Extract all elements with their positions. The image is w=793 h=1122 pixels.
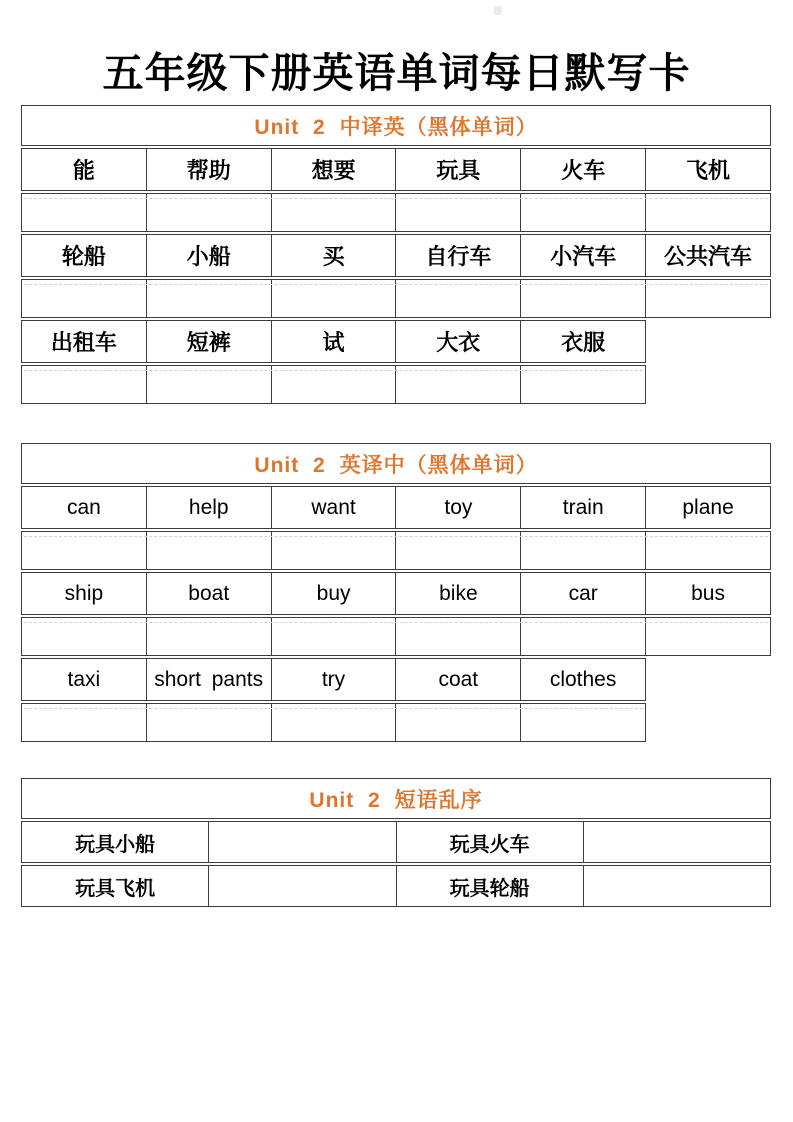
answer-cell — [396, 280, 521, 317]
word-row — [21, 486, 771, 529]
answer-cell — [22, 618, 147, 655]
answer-cell — [22, 704, 147, 741]
word-row — [21, 148, 771, 191]
answer-cell — [521, 618, 646, 655]
answer-cell — [272, 618, 397, 655]
word-cell: 出租车 — [22, 321, 147, 362]
table-phrases-header: Unit 2 短语乱序 — [21, 778, 771, 819]
word-cell: 衣服 — [561, 330, 606, 355]
word-cell: want — [272, 487, 397, 528]
answer-cell — [147, 704, 272, 741]
answer-row — [21, 617, 771, 656]
answer-cell — [22, 532, 147, 569]
answer-cell — [272, 532, 397, 569]
word-cell: ship — [22, 573, 147, 614]
answer-row — [21, 193, 771, 232]
answer-cell — [396, 532, 521, 569]
phrase-cell: 玩具火车 — [397, 822, 584, 862]
word-cell: taxi — [22, 659, 147, 700]
word-cell: 公共汽车 — [664, 244, 753, 269]
answer-cell — [22, 280, 147, 317]
table-en-to-cn — [21, 443, 771, 742]
smudge-mark — [494, 6, 502, 15]
answer-cell — [396, 194, 521, 231]
word-cell: 能 — [22, 149, 147, 190]
answer-cell — [646, 618, 770, 655]
word-row — [21, 234, 771, 277]
answer-cell — [521, 194, 646, 231]
page-title: 五年级下册英语单词每日默写卡 — [102, 50, 691, 96]
word-cell: coat — [396, 659, 521, 700]
answer-cell — [272, 280, 397, 317]
answer-cell — [22, 366, 147, 403]
word-row — [21, 320, 646, 363]
answer-row — [21, 365, 646, 404]
word-cell: 想要 — [272, 149, 397, 190]
word-cell: short pants — [147, 659, 272, 700]
answer-cell — [209, 866, 396, 906]
word-cell: 帮助 — [147, 149, 272, 190]
answer-cell — [147, 366, 272, 403]
table-en-to-cn-header: Unit 2 英译中（黑体单词） — [21, 443, 771, 484]
word-cell: 大衣 — [396, 321, 521, 362]
answer-cell — [396, 704, 521, 741]
word-cell: can — [22, 487, 147, 528]
word-cell: 小汽车 — [521, 235, 646, 276]
answer-cell — [272, 704, 397, 741]
answer-cell — [147, 194, 272, 231]
phrase-row — [21, 821, 771, 863]
answer-cell — [521, 280, 646, 317]
phrase-cell: 玩具飞机 — [22, 866, 209, 906]
word-cell: 火车 — [521, 149, 646, 190]
phrase-cell: 玩具轮船 — [397, 866, 584, 906]
answer-cell — [396, 618, 521, 655]
word-cell: 小船 — [147, 235, 272, 276]
answer-cell — [646, 280, 770, 317]
answer-cell — [396, 366, 521, 403]
word-cell: 玩具 — [396, 149, 521, 190]
answer-cell — [521, 366, 645, 403]
word-cell: toy — [396, 487, 521, 528]
answer-cell — [646, 532, 770, 569]
table-phrases — [21, 778, 771, 907]
answer-row — [21, 531, 771, 570]
word-cell: buy — [272, 573, 397, 614]
word-cell: 飞机 — [686, 158, 731, 183]
word-row — [21, 658, 646, 701]
answer-row — [21, 703, 646, 742]
answer-cell — [209, 822, 396, 862]
table-cn-to-en — [21, 105, 771, 404]
word-cell: 轮船 — [22, 235, 147, 276]
answer-cell — [272, 366, 397, 403]
word-cell: bus — [691, 581, 725, 605]
answer-cell — [272, 194, 397, 231]
word-cell: clothes — [549, 667, 617, 691]
answer-row — [21, 279, 771, 318]
answer-cell — [521, 704, 645, 741]
word-cell: bike — [396, 573, 521, 614]
answer-cell — [147, 532, 272, 569]
word-cell: plane — [682, 495, 734, 519]
answer-cell — [584, 866, 770, 906]
word-cell: 试 — [272, 321, 397, 362]
word-cell: 买 — [272, 235, 397, 276]
word-cell: 自行车 — [396, 235, 521, 276]
word-cell: train — [521, 487, 646, 528]
word-cell: try — [272, 659, 397, 700]
word-cell: 短裤 — [147, 321, 272, 362]
table-cn-to-en-header: Unit 2 中译英（黑体单词） — [21, 105, 771, 146]
word-cell: car — [521, 573, 646, 614]
answer-cell — [147, 280, 272, 317]
phrase-row — [21, 865, 771, 907]
word-row — [21, 572, 771, 615]
word-cell: help — [147, 487, 272, 528]
answer-cell — [22, 194, 147, 231]
answer-cell — [646, 194, 770, 231]
answer-cell — [147, 618, 272, 655]
word-cell: boat — [147, 573, 272, 614]
answer-cell — [521, 532, 646, 569]
answer-cell — [584, 822, 770, 862]
phrase-cell: 玩具小船 — [22, 822, 209, 862]
